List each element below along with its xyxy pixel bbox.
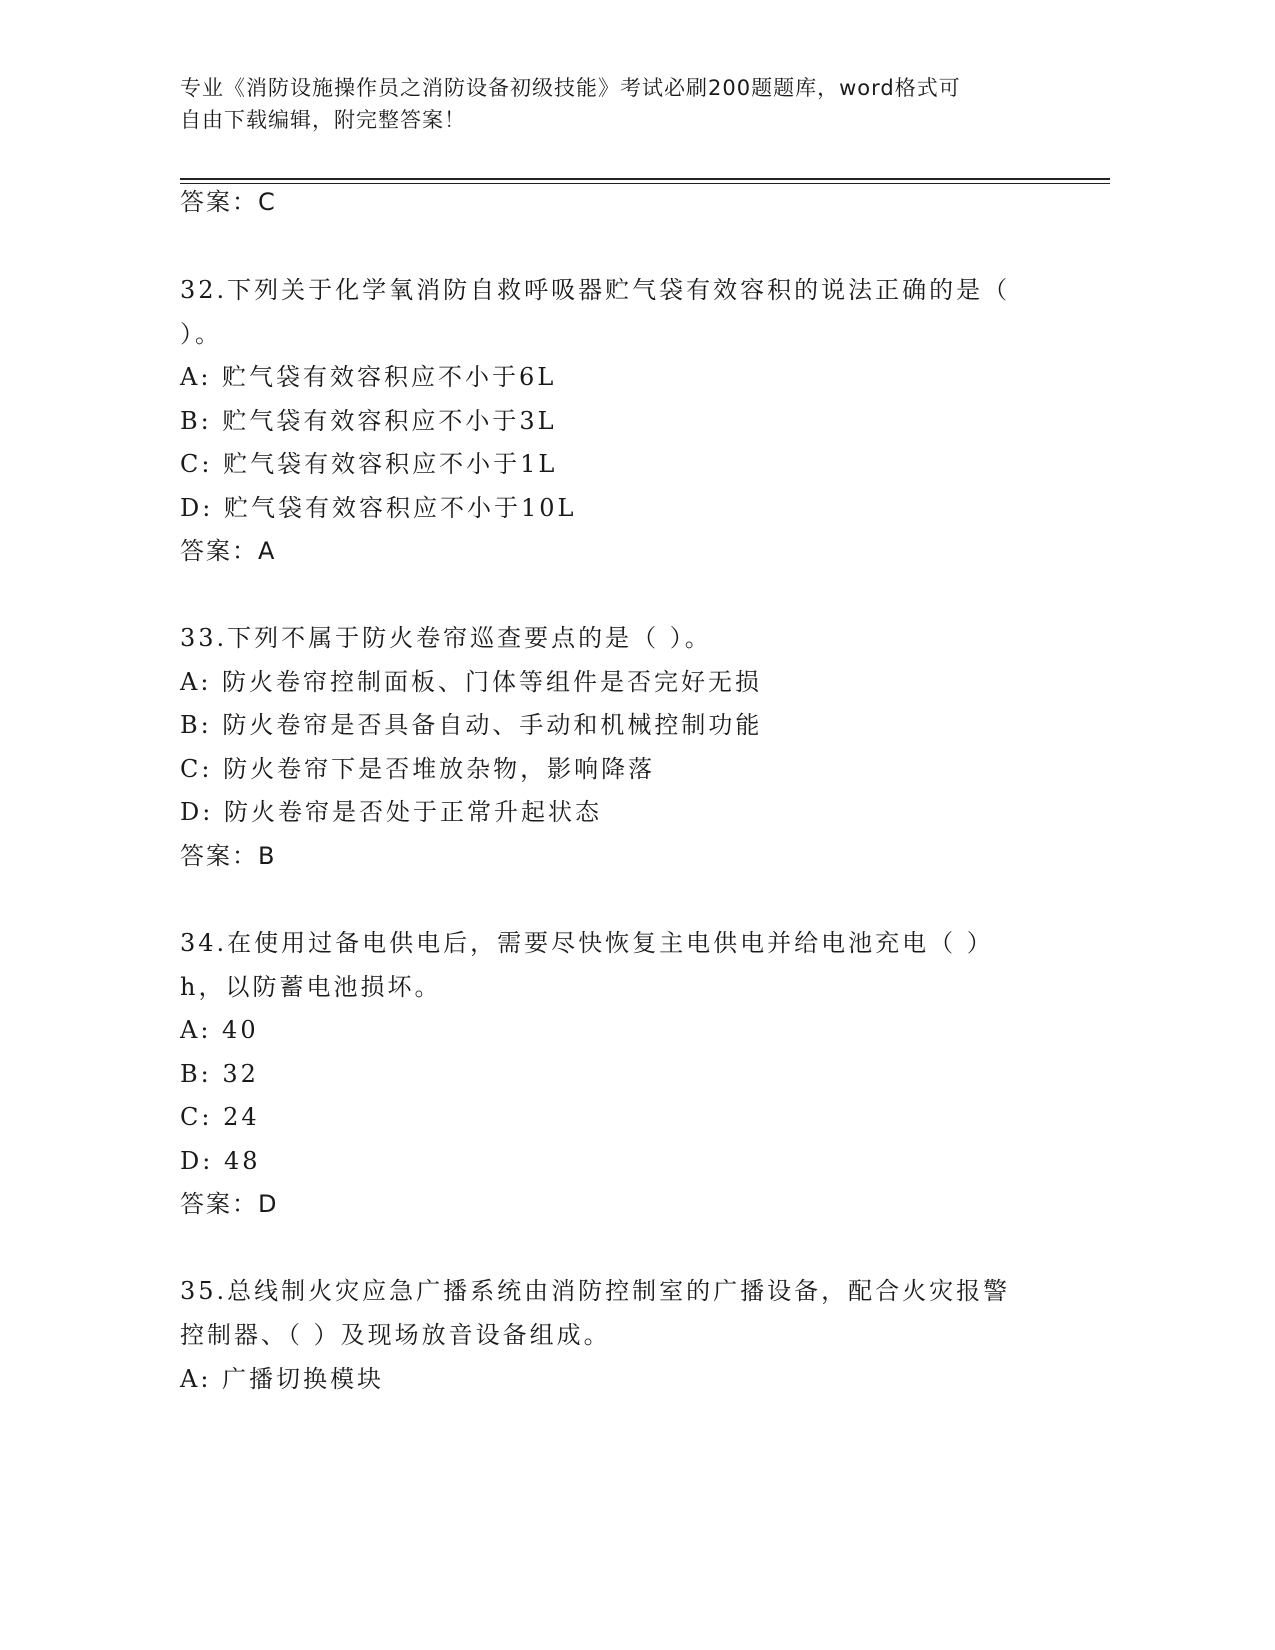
q34-stem-line-1: 34.在使用过备电供电后，需要尽快恢复主电供电并给电池充电（ ）: [180, 929, 994, 957]
q32-option-b: B: 贮气袋有效容积应不小于3L: [180, 407, 557, 435]
answer-q32: 答案：A: [180, 537, 277, 565]
q34-stem-line-2: h，以防蓄电池损坏。: [180, 973, 442, 1001]
header-rule-thick: [180, 178, 1110, 180]
q32-stem-line-1: 32.下列关于化学氧消防自救呼吸器贮气袋有效容积的说法正确的是（: [180, 276, 1011, 304]
q34-option-a: A: 40: [180, 1016, 259, 1044]
q33-stem-line-1: 33.下列不属于防火卷帘巡查要点的是（ ）。: [180, 624, 712, 652]
q32-stem-line-2: ）。: [180, 320, 222, 348]
q35-option-a: A: 广播切换模块: [180, 1365, 385, 1393]
q33-option-d: D: 防火卷帘是否处于正常升起状态: [180, 798, 602, 826]
q33-option-b: B: 防火卷帘是否具备自动、手动和机械控制功能: [180, 711, 763, 739]
q34-option-d: D: 48: [180, 1147, 261, 1175]
q33-option-c: C: 防火卷帘下是否堆放杂物，影响降落: [180, 755, 656, 783]
header-line-1: 专业《消防设施操作员之消防设备初级技能》考试必刷200题题库，word格式可: [180, 76, 961, 100]
answer-q34: 答案：D: [180, 1190, 279, 1218]
q34-option-b: B: 32: [180, 1060, 259, 1088]
q32-option-a: A: 贮气袋有效容积应不小于6L: [180, 363, 557, 391]
document-header: [180, 72, 1040, 136]
q35-stem-line-1: 35.总线制火灾应急广播系统由消防控制室的广播设备，配合火灾报警: [180, 1277, 1011, 1305]
q34-option-c: C: 24: [180, 1103, 260, 1131]
header-rule-thin: [180, 183, 1110, 184]
header-line-2: 自由下载编辑，附完整答案！: [180, 108, 466, 132]
q35-stem-line-2: 控制器、（ ）及现场放音设备组成。: [180, 1321, 611, 1349]
q32-option-d: D: 贮气袋有效容积应不小于10L: [180, 494, 577, 522]
answer-q33: 答案：B: [180, 842, 277, 870]
q32-option-c: C: 贮气袋有效容积应不小于1L: [180, 450, 558, 478]
answer-q31: 答案：C: [180, 188, 277, 216]
q33-option-a: A: 防火卷帘控制面板、门体等组件是否完好无损: [180, 668, 763, 696]
